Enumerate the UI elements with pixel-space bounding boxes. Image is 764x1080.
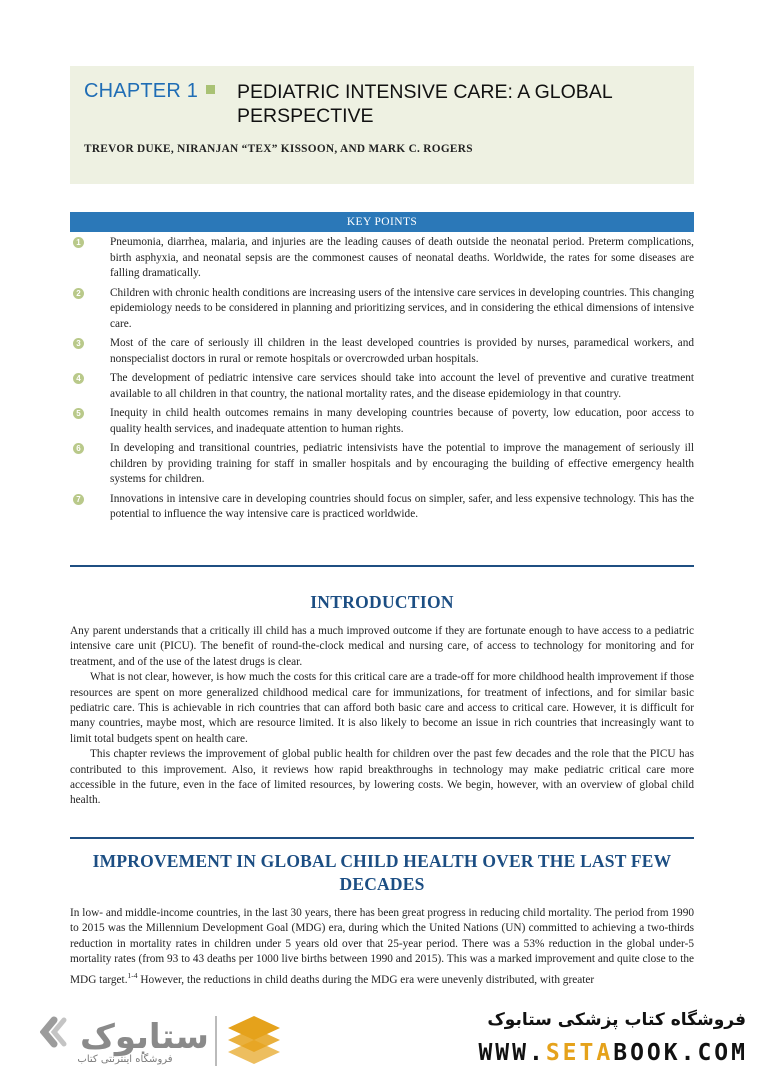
key-point-text: The development of pediatric intensive care services should take into account the level of preventive and curative treatment available to all children in that country, the national mortality rates, and the disease epidemiology in that country. — [110, 372, 694, 400]
improvement-body — [70, 906, 694, 988]
key-point-text: Most of the care of seriously ill children in the least developed countries is provided by nurses, paramedical workers, and nonspecialist doctors in rural or remote hospitals or overcrowded urban hospitals. — [110, 337, 694, 365]
number-bullet-icon: 5 — [73, 408, 84, 419]
watermark-banner — [0, 996, 764, 1080]
setabook-logo — [40, 1010, 290, 1070]
chapter-number: CHAPTER 1 — [84, 80, 199, 102]
key-point-item — [70, 336, 694, 367]
key-point-item — [70, 371, 694, 402]
number-bullet-icon: 7 — [73, 494, 84, 505]
number-bullet-icon: 1 — [73, 237, 84, 248]
key-points-list — [70, 235, 694, 527]
key-point-text: Inequity in child health outcomes remains in many developing countries because of poverty, low education, poor access to quality health services, and inadequate attention to human rights. — [110, 407, 694, 435]
number-bullet-icon: 3 — [73, 338, 84, 349]
key-point-item — [70, 492, 694, 523]
key-point-item — [70, 235, 694, 282]
section-divider — [70, 565, 694, 567]
introduction-paragraph: This chapter reviews the improvement of global public health for children over the past few decades and the role that the PICU has contributed to this improvement. Also, it reviews how rapid breakthroughs in technology may make pediatric critical care more accessible in the future, even in the face of limited resources, by lowering costs. We begin, however, with an overview of global child health. — [70, 748, 694, 807]
chapter-authors: TREVOR DUKE, NIRANJAN “TEX” KISSOON, AND MARK C. ROGERS — [84, 143, 473, 155]
key-point-item — [70, 441, 694, 488]
chapter-header — [70, 66, 694, 184]
number-bullet-icon: 4 — [73, 373, 84, 384]
number-bullet-icon: 6 — [73, 443, 84, 454]
key-point-item — [70, 286, 694, 333]
improvement-continuation: However, the reductions in child deaths during the MDG era were unevenly distributed, with greater — [137, 973, 595, 986]
key-point-item — [70, 406, 694, 437]
key-point-text: Pneumonia, diarrhea, malaria, and injuries are the leading causes of death outside the neonatal period. Preterm complications, birth asphyxia, and neonatal sepsis are the commonest causes of neonatal deaths. Worldwide, the rates for some diseases are falling dramatically. — [110, 236, 694, 279]
logo-wordmark: ستابوک — [80, 1017, 209, 1057]
url-rest: BOOK.COM — [613, 1040, 748, 1066]
citation-superscript: 1-4 — [127, 970, 138, 980]
key-point-text: In developing and transitional countries, pediatric intensivists have the potential to improve the management of seriously ill children by providing training for staff in smaller hospitals and by encouraging the building of effective emergency health systems for children. — [110, 442, 694, 485]
introduction-body — [70, 624, 694, 809]
store-url[interactable] — [478, 1040, 748, 1066]
chapter-label — [84, 80, 215, 103]
section-divider — [70, 837, 694, 839]
number-bullet-icon: 2 — [73, 288, 84, 299]
key-point-text: Children with chronic health conditions are increasing users of the intensive care services in developing countries. This changing epidemiology needs to be considered in planning and prioritizing services, and in considering the ethical dimensions of intensive care. — [110, 286, 694, 330]
improvement-paragraph — [70, 906, 694, 988]
chapter-title: PEDIATRIC INTENSIVE CARE: A GLOBAL PERSPECTIVE — [237, 81, 612, 127]
improvement-heading: IMPROVEMENT IN GLOBAL CHILD HEALTH OVER THE LAST FEW DECADES — [92, 851, 672, 894]
url-accent: SETA — [545, 1040, 614, 1066]
key-points-header: KEY POINTS — [70, 212, 694, 232]
square-bullet-icon — [206, 85, 215, 94]
introduction-paragraph: Any parent understands that a critically ill child has a much improved outcome if they are fortunate enough to have access to a pediatric intensive care unit (PICU). The benefit of round-the-clock medical and nursing care, of access to technology for monitoring and for treatment, and of the use of the latest drugs is clear. — [70, 625, 694, 668]
introduction-paragraph: What is not clear, however, is how much the costs for this critical care are a trade-off for more childhood health improvement if those resources are spent on more generalized childhood medical care for immunizations, for treatment of infections, and for similar basic pediatric care. This is achievable in rich countries that can afford both basic care and access to critical care. However, it is difficult for many countries, maybe most, which are resource limited. It is also likely to become an issue in rich countries that increasingly want to limit total budgets spent on health care. — [70, 671, 694, 745]
store-name: فروشگاه کتاب پزشکی ستابوک — [487, 1010, 746, 1030]
url-prefix: WWW. — [478, 1040, 546, 1066]
introduction-heading: INTRODUCTION — [310, 592, 454, 612]
key-point-text: Innovations in intensive care in developing countries should focus on simpler, safer, and less expensive technology. This has the potential to influence the way intensive care is practiced worldwide. — [110, 492, 694, 520]
improvement-text: In low- and middle-income countries, in the last 30 years, there has been great progress in reducing child mortality. The period from 1990 to 2015 was the Millennium Development Goal (MDG) era, during which the United Nations (UN) committed to achieving a two-thirds reduction in mortality rates in children under 5 years old over that 25-year period. There was a 53% reduction in the global under-5 mortality rates (from 93 to 43 deaths per 1000 live births between 1990 and 2015). This was a marked improvement and quite close to the MDG target. — [70, 907, 694, 986]
logo-subtitle: فروشگاه اینترنتی کتاب — [77, 1054, 173, 1065]
